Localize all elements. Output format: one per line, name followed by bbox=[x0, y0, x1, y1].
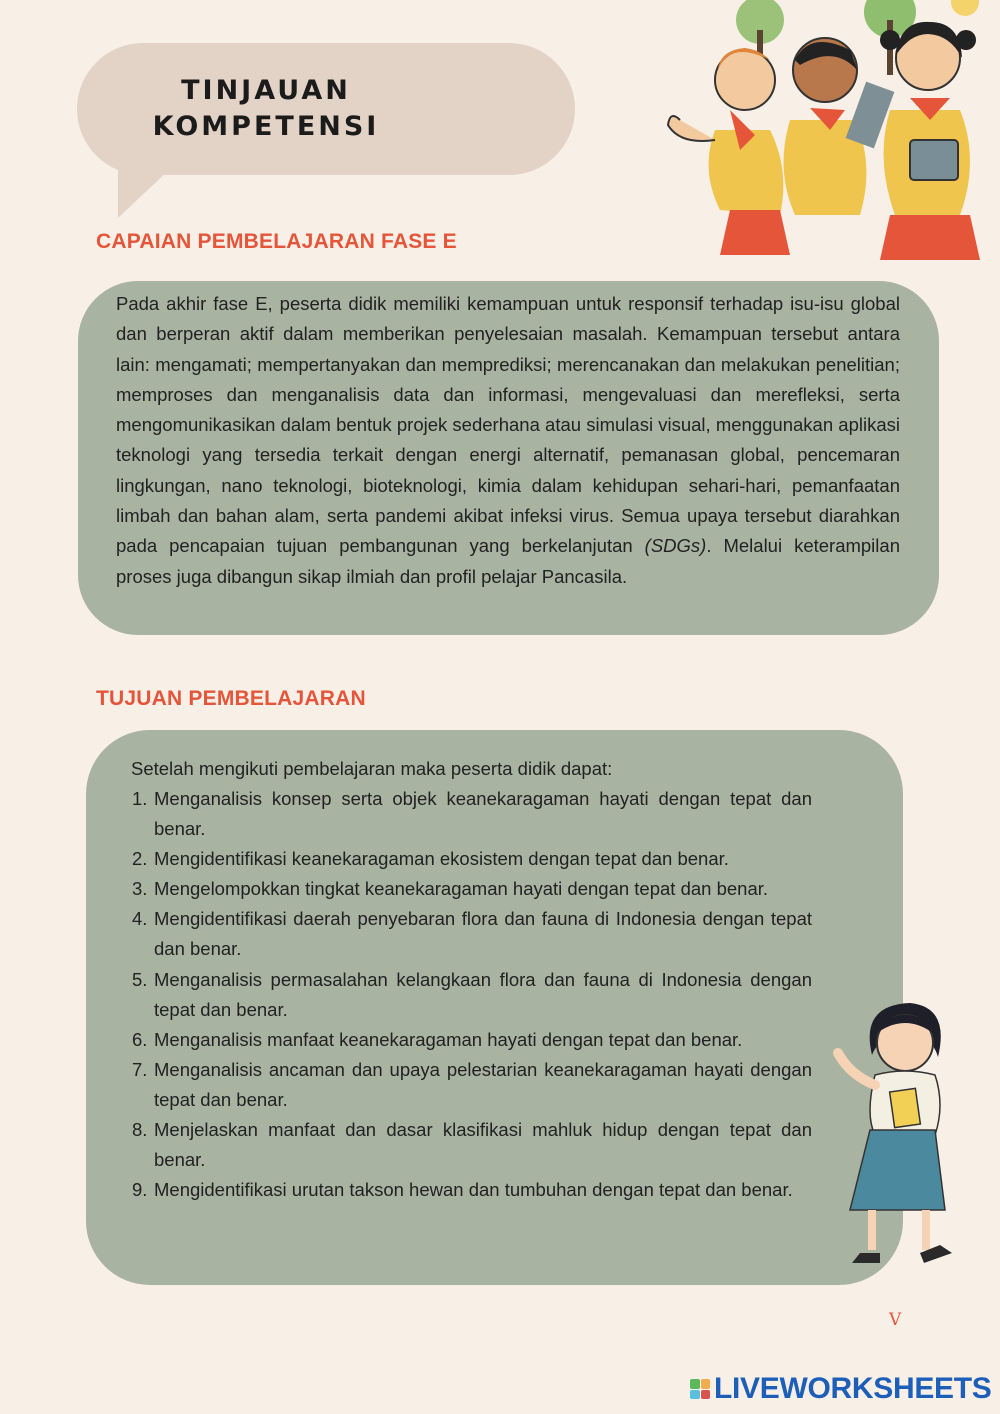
list-item: 1. Menganalisis konsep serta objek keanekaragaman hayati dengan tepat dan benar. bbox=[132, 788, 812, 840]
brand-logo-icon bbox=[690, 1379, 710, 1399]
student-girl-illustration bbox=[820, 995, 960, 1270]
sdgs-term: (SDGs) bbox=[644, 535, 707, 557]
brand-logo bbox=[690, 1372, 992, 1406]
objectives-list bbox=[132, 784, 812, 1205]
page-number: V bbox=[889, 1310, 902, 1330]
brand-name: LIVEWORKSHEETS bbox=[714, 1372, 992, 1405]
list-item: 2. Mengidentifikasi keanekaragaman ekosistem dengan tepat dan benar. bbox=[132, 848, 729, 870]
list-item: 6. Menganalisis manfaat keanekaragaman hayati dengan tepat dan benar. bbox=[132, 1028, 743, 1050]
list-item: 9. Mengidentifikasi urutan takson hewan dan tumbuhan dengan tepat dan benar. bbox=[132, 1179, 793, 1201]
page-title-line-2: KOMPETENSI bbox=[152, 111, 380, 142]
capaian-text-end: . Melalui keterampilan proses juga dibangun sikap ilmiah dan profil pelajar Pancasila. bbox=[116, 535, 900, 587]
capaian-paragraph bbox=[116, 289, 900, 592]
list-item: 5. Menganalisis permasalahan kelangkaan flora dan fauna di Indonesia dengan tepat dan benar. bbox=[132, 968, 812, 1020]
title-bubble bbox=[77, 43, 575, 175]
section-heading-capaian: CAPAIAN PEMBELAJARAN FASE E bbox=[96, 230, 457, 253]
students-illustration bbox=[660, 0, 1000, 265]
page-title-line-1: TINJAUAN bbox=[181, 75, 351, 106]
section-heading-tujuan: TUJUAN PEMBELAJARAN bbox=[96, 687, 366, 710]
list-item: 7. Menganalisis ancaman dan upaya pelestarian keanekaragaman hayati dengan tepat dan benar. bbox=[132, 1058, 812, 1110]
list-item: 4. Mengidentifikasi daerah penyebaran flora dan fauna di Indonesia dengan tepat dan benar. bbox=[132, 908, 812, 960]
capaian-text: Pada akhir fase E, peserta didik memiliki kemampuan untuk responsif terhadap isu-isu global dan berperan aktif dalam memberikan penyelesaian masalah. Kemampuan tersebut antara lain: mengamati; mempertanyakan dan memprediksi; merencanakan dan melakukan penelitian; memproses dan menganalisis data dan informasi, mengevaluasi dan merefleksi, serta mengomunikasikan dalam bentuk projek sederhana atau simulasi visual, menggunakan aplikasi teknologi yang tersedia terkait dengan energi alternatif, pemanasan global, pencemaran lingkungan, nano teknologi, bioteknologi, kimia dalam kehidupan sehari-hari, pemanfaatan limbah dan bahan alam, serta pandemi akibat infeksi virus. Semua upaya tersebut diarahkan pada pencapaian tujuan pembangunan yang berkelanjutan bbox=[116, 293, 900, 557]
tujuan-intro: Setelah mengikuti pembelajaran maka peserta didik dapat: bbox=[131, 758, 613, 779]
list-item: 3. Mengelompokkan tingkat keanekaragaman hayati dengan tepat dan benar. bbox=[132, 878, 769, 900]
list-item: 8. Menjelaskan manfaat dan dasar klasifikasi mahluk hidup dengan tepat dan benar. bbox=[132, 1119, 812, 1171]
